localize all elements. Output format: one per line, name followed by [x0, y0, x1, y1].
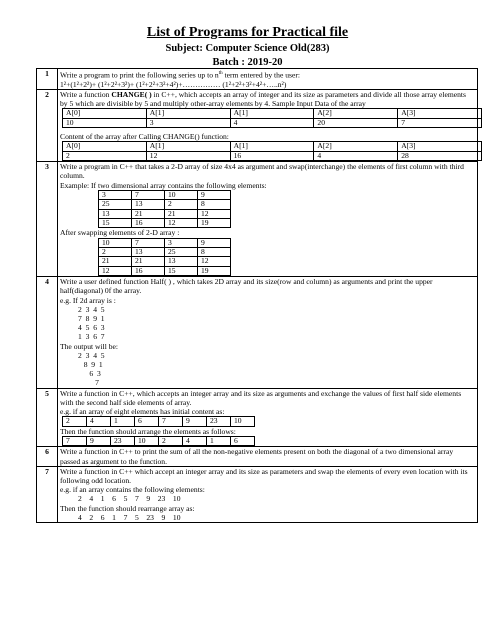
- q2-after-label: Content of the array after Calling CHANGE() function:: [60, 132, 229, 142]
- programs-table: [36, 68, 478, 523]
- q2-input-array: [62, 108, 482, 128]
- array-header-cell: A[1]: [230, 142, 314, 151]
- matrix-cell: 7: [132, 238, 165, 247]
- q7-text: Write a function in C++ which accept an integer array and its size as parameters and swap the elements of every even location with its following odd location.: [60, 466, 468, 485]
- array-cell: 7: [159, 417, 183, 426]
- q4-matrix-row: 1 3 6 7: [78, 332, 105, 342]
- q2-text: Write a function CHANGE( ) in C++, which accepts an array of integer and its size as parameters and divide all those array elements by 5 which are divisible by 5 and multiply other-array elements by 4. Sample Input Data of the array: [60, 89, 466, 109]
- matrix-cell: 2: [165, 200, 198, 209]
- matrix-cell: 13: [132, 200, 165, 209]
- batch-line: Batch : 2019-20: [212, 57, 283, 68]
- q4-output-label: The output will be:: [60, 341, 118, 351]
- matrix-cell: 25: [99, 200, 132, 209]
- program-number: 4: [37, 277, 58, 388]
- array-header-cell: A[3]: [398, 142, 482, 151]
- program-description: [58, 388, 478, 447]
- q6-text: Write a function in C++ to print the sum of all the non-negative elements present on both the diagonal of a two dimensional array passed as argument to the function.: [60, 447, 454, 466]
- array-header-cell: A[2]: [314, 109, 398, 118]
- array-cell: 2: [159, 436, 183, 445]
- q4-output-row: 8 9 1: [78, 360, 103, 370]
- array-header-cell: A[0]: [63, 109, 147, 118]
- program-row-5: [37, 388, 478, 447]
- q4-output-row: 2 3 4 5: [78, 350, 105, 360]
- array-value-cell: 10: [63, 118, 147, 127]
- array-cell: 6: [135, 417, 159, 426]
- matrix-cell: 16: [132, 219, 165, 228]
- page-title: List of Programs for Practical file: [146, 25, 349, 40]
- matrix-cell: 12: [198, 257, 231, 266]
- array-cell: 9: [87, 436, 111, 445]
- matrix-cell: 13: [99, 209, 132, 218]
- matrix-cell: 21: [165, 209, 198, 218]
- q4-matrix-row: 7 8 9 1: [78, 314, 105, 324]
- program-row-4: [37, 277, 478, 388]
- matrix-cell: 15: [165, 266, 198, 275]
- q7-then: Then the function should rearrange array as:: [60, 503, 195, 513]
- array-cell: 4: [87, 417, 111, 426]
- array-header-cell: A[2]: [314, 142, 398, 151]
- q4-matrix-row: 4 5 6 3: [78, 323, 105, 333]
- matrix-cell: 3: [99, 190, 132, 199]
- array-cell: 10: [135, 436, 159, 445]
- array-value-cell: 20: [314, 118, 398, 127]
- matrix-cell: 19: [198, 219, 231, 228]
- program-number: 5: [37, 388, 58, 447]
- q5-initial-array: [62, 416, 255, 426]
- array-cell: 10: [231, 417, 255, 426]
- matrix-cell: 25: [165, 248, 198, 257]
- program-description: [58, 277, 478, 388]
- q1-line1: Write a program to print the following series up to $n^{th}$ term entered by the user:: [60, 70, 300, 80]
- q5-result-array: [62, 436, 255, 446]
- matrix-cell: 21: [99, 257, 132, 266]
- program-description: [58, 466, 478, 522]
- array-header-cell: A[3]: [398, 109, 482, 118]
- matrix-cell: 12: [165, 219, 198, 228]
- q5-then: Then the function should arrange the elements as follows:: [60, 426, 236, 436]
- array-cell: 4: [183, 436, 207, 445]
- program-description: [58, 162, 478, 277]
- program-description: [58, 69, 478, 90]
- program-row-7: [37, 466, 478, 522]
- q7-eg: e.g. if an array contains the following elements:: [60, 485, 205, 495]
- program-row-3: [37, 162, 478, 277]
- array-value-cell: 12: [146, 151, 230, 160]
- matrix-cell: 8: [198, 248, 231, 257]
- program-row-6: [37, 447, 478, 466]
- matrix-cell: 21: [132, 257, 165, 266]
- q3-text: Write a program in C++ that takes a 2-D array of size 4x4 as argument and swap(interchange) the elements of first column with third column.: [60, 162, 464, 181]
- array-cell: 23: [111, 436, 135, 445]
- program-row-2: [37, 89, 478, 161]
- array-cell: 9: [183, 417, 207, 426]
- program-description: [58, 89, 478, 161]
- matrix-cell: 2: [99, 248, 132, 257]
- q4-matrix-row: 2 3 4 5: [78, 304, 105, 314]
- program-number: 2: [37, 89, 58, 161]
- array-cell: 1: [111, 417, 135, 426]
- program-description: [58, 447, 478, 466]
- q5-text: Write a function in C++, which accepts an integer array and its size as arguments and exchange the values of first half side elements with the second half side elements of array.: [60, 388, 462, 407]
- q3-after-label: After swapping elements of 2-D array :: [60, 228, 180, 238]
- matrix-cell: 9: [198, 238, 231, 247]
- array-value-cell: 4: [230, 118, 314, 127]
- program-row-1: [37, 69, 478, 90]
- matrix-cell: 10: [99, 238, 132, 247]
- matrix-cell: 13: [132, 248, 165, 257]
- q1-series: 1²+(1²+2²)+ (1²+2²+3²)+ (1²+2²+3²+4²)+…………… (1²+2²+3²+4²+…..n²): [60, 79, 287, 89]
- array-value-cell: 28: [398, 151, 482, 160]
- matrix-cell: 19: [198, 266, 231, 275]
- q4-eg: e.g. If 2d array is :: [60, 295, 116, 305]
- program-number: 6: [37, 447, 58, 466]
- array-value-cell: 7: [398, 118, 482, 127]
- q4-output-row: 6 3: [78, 369, 101, 379]
- q3-example: Example: If two dimensional array contains the following elements:: [60, 180, 267, 190]
- q4-text: Write a user defined function Half( ) , which takes 2D array and its size(row and column) as arguments and print the upper half(diagonal) 0f the array.: [60, 277, 433, 296]
- matrix-cell: 8: [198, 200, 231, 209]
- program-number: 3: [37, 162, 58, 277]
- matrix-cell: 3: [165, 238, 198, 247]
- matrix-cell: 15: [99, 219, 132, 228]
- q4-output-row: 7: [78, 378, 99, 388]
- matrix-cell: 9: [198, 190, 231, 199]
- q7-input-sequence: 2 4 1 6 5 7 9 23 10: [78, 494, 181, 504]
- matrix-cell: 16: [132, 266, 165, 275]
- array-cell: 6: [231, 436, 255, 445]
- matrix-cell: 21: [132, 209, 165, 218]
- matrix-cell: 13: [165, 257, 198, 266]
- q3-before-matrix: [98, 190, 231, 229]
- array-cell: 7: [63, 436, 87, 445]
- array-value-cell: 16: [230, 151, 314, 160]
- matrix-cell: 12: [99, 266, 132, 275]
- array-header-cell: A[1]: [146, 109, 230, 118]
- array-value-cell: 3: [146, 118, 230, 127]
- program-number: 7: [37, 466, 58, 522]
- q5-eg: e.g. if an array of eight elements has initial content as:: [60, 407, 225, 417]
- array-header-cell: A[1]: [146, 142, 230, 151]
- subject-line: Subject: Computer Science Old(283): [165, 43, 330, 54]
- array-cell: 1: [207, 436, 231, 445]
- program-number: 1: [37, 69, 58, 90]
- q3-after-matrix: [98, 238, 231, 277]
- array-header-cell: A[0]: [63, 142, 147, 151]
- matrix-cell: 12: [198, 209, 231, 218]
- q7-output-sequence: 4 2 6 1 7 5 23 9 10: [78, 512, 181, 522]
- array-value-cell: 2: [63, 151, 147, 160]
- q2-output-array: [62, 141, 482, 161]
- array-cell: 2: [63, 417, 87, 426]
- array-value-cell: 4: [314, 151, 398, 160]
- array-header-cell: A[1]: [230, 109, 314, 118]
- matrix-cell: 7: [132, 190, 165, 199]
- matrix-cell: 10: [165, 190, 198, 199]
- array-cell: 23: [207, 417, 231, 426]
